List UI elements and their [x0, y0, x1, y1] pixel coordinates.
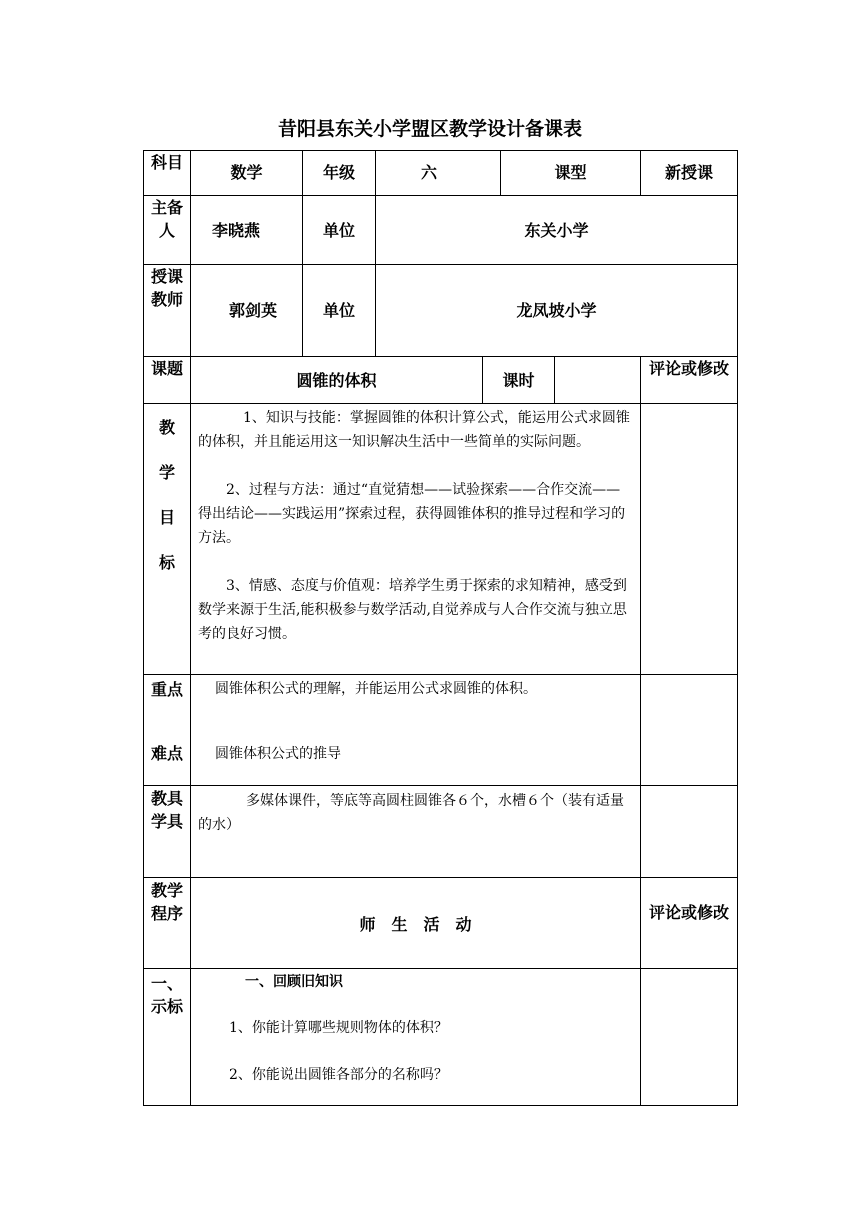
comment-header-2: 评论或修改 — [648, 903, 729, 922]
topic-label: 课题 — [150, 359, 183, 378]
key-point-text: 圆锥体积公式的理解，并能运用公式求圆锥的体积。 — [215, 681, 537, 697]
objective-3: 3、情感、态度与价值观：培养学生勇于探索的求知精神，感受到数学来源于生活,能积极参与数学活动,自觉养成与人合作交流与独立思考的良好习惯。 — [198, 578, 627, 642]
teacher-value: 郭剑英 — [229, 301, 278, 320]
procedure-label: 教学程序 — [150, 881, 183, 923]
unit-value: 东关小学 — [524, 221, 589, 240]
comment-header: 评论或修改 — [648, 359, 729, 378]
activity-header: 师 生 活 动 — [359, 915, 472, 934]
objectives-label-text: 教学目标 — [159, 418, 176, 572]
difficulty-label: 难点 — [150, 744, 183, 763]
document-title: 昔阳县东关小学盟区教学设计备课表 — [277, 118, 582, 140]
tools-text: 多媒体课件，等底等高圆柱圆锥各６个，水槽６个（装有适量的水） — [198, 793, 624, 833]
section1-question-1: 1、你能计算哪些规则物体的体积？ — [229, 1020, 448, 1036]
teacher-label: 授课教师 — [150, 267, 183, 309]
grade-label: 年级 — [322, 163, 355, 182]
period-label: 课时 — [502, 371, 535, 390]
subject-value: 数学 — [230, 163, 263, 182]
difficulty-text: 圆锥体积公式的推导 — [215, 746, 341, 762]
preparer-value: 李晓燕 — [212, 221, 261, 240]
subject-label: 科目 — [150, 153, 183, 172]
section1-heading: 一、回顾旧知识 — [245, 974, 343, 990]
unit-label: 单位 — [322, 221, 355, 240]
lesson-type-label: 课型 — [554, 163, 587, 182]
key-point-label: 重点 — [150, 680, 183, 699]
preparer-label: 主备人 — [150, 198, 183, 240]
grade-value: 六 — [421, 163, 438, 182]
section1-question-2: 2、你能说出圆锥各部分的名称吗？ — [229, 1067, 448, 1083]
lesson-type-value: 新授课 — [664, 163, 713, 182]
tools-label: 教具学具 — [150, 789, 183, 831]
section1-label: 一、示标 — [150, 974, 183, 1016]
topic-value: 圆锥的体积 — [296, 371, 377, 390]
objective-1: 1、知识与技能：掌握圆锥的体积计算公式，能运用公式求圆锥的体积，并且能运用这一知识解决生活中一些简单的实际问题。 — [198, 410, 630, 450]
unit-value-2: 龙凤坡小学 — [516, 301, 597, 320]
objectives-content — [198, 406, 634, 646]
objective-2: 2、过程与方法：通过“直觉猜想——试验探索——合作交流——得出结论——实践运用”探索过程，获得圆锥体积的推导过程和学习的方法。 — [198, 482, 626, 546]
unit-label-2: 单位 — [322, 301, 355, 320]
objectives-label — [144, 405, 190, 585]
